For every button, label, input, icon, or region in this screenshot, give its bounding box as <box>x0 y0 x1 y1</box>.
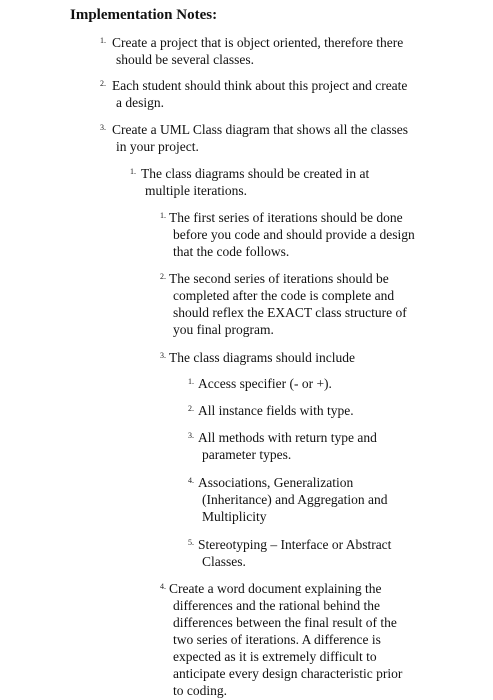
list-item-text: (Inheritance) and Aggregation and <box>202 492 388 507</box>
list-item-text: The class diagrams should be created in at <box>141 166 370 181</box>
list-item <box>100 121 408 155</box>
list-item-text: two series of iterations. A difference is <box>173 632 381 647</box>
list-item-text: completed after the code is complete and <box>173 288 395 303</box>
list-item-text: Access specifier (- or +). <box>198 376 332 391</box>
list-number: 4. <box>188 476 194 485</box>
list-item <box>100 77 407 111</box>
list-item-text: should be several classes. <box>116 52 254 67</box>
list-item-text: Create a UML Class diagram that shows all the classes <box>112 122 409 137</box>
list-number: 1. <box>130 167 136 176</box>
list-number: 1. <box>188 377 194 386</box>
list-item <box>188 402 354 419</box>
list-item <box>100 34 403 68</box>
list-item <box>188 375 332 392</box>
list-number: 3. <box>160 351 166 360</box>
list-number: 1. <box>160 211 166 220</box>
list-item-text: All methods with return type and <box>198 430 377 445</box>
list-number: 2. <box>188 404 194 413</box>
list-number: 2. <box>160 272 166 281</box>
list-item-text: anticipate every design characteristic prior <box>173 666 403 681</box>
list-item <box>160 209 415 260</box>
list-number: 3. <box>100 123 106 132</box>
list-item-text: Each student should think about this project and create <box>112 78 408 93</box>
list-number: 1. <box>100 36 106 45</box>
list-item <box>188 429 377 463</box>
list-item <box>188 536 391 570</box>
list-item-text: The second series of iterations should be <box>169 271 389 286</box>
list-item-text: before you code and should provide a design <box>173 227 415 242</box>
list-item <box>160 580 402 699</box>
list-item-text: parameter types. <box>202 447 292 462</box>
list-item-text: Stereotyping – Interface or Abstract <box>198 537 392 552</box>
list-number: 5. <box>188 538 194 547</box>
list-item-text: All instance fields with type. <box>198 403 354 418</box>
list-item-text: differences and the rational behind the <box>173 598 381 613</box>
list-item-text: Multiplicity <box>202 509 267 524</box>
list-item-text: a design. <box>116 95 164 110</box>
list-item-text: The first series of iterations should be done <box>169 210 403 225</box>
list-number: 2. <box>100 79 106 88</box>
list-item-text: you final program. <box>173 322 274 337</box>
list-item-text: Create a project that is object oriented, therefore there <box>112 35 404 50</box>
list-number: 4. <box>160 582 166 591</box>
list-item-text: to coding. <box>173 683 227 698</box>
list-item-text: expected as it is extremely difficult to <box>173 649 377 664</box>
list-item <box>160 270 407 338</box>
list-item-text: Classes. <box>202 554 246 569</box>
list-number: 3. <box>188 431 194 440</box>
list-item-text: Create a word document explaining the <box>169 581 382 596</box>
list-item-text: in your project. <box>116 139 199 154</box>
list-item-text: that the code follows. <box>173 244 290 259</box>
list-item-text: The class diagrams should include <box>169 350 355 365</box>
page-title: Implementation Notes: <box>70 7 218 23</box>
list-item <box>188 474 388 525</box>
list-item-text: Associations, Generalization <box>198 475 354 490</box>
list-item <box>160 349 355 366</box>
list-item-text: multiple iterations. <box>145 183 247 198</box>
list-item-text: should reflex the EXACT class structure of <box>173 305 407 320</box>
list-item <box>130 165 369 199</box>
list-item-text: differences between the final result of the <box>173 615 397 630</box>
